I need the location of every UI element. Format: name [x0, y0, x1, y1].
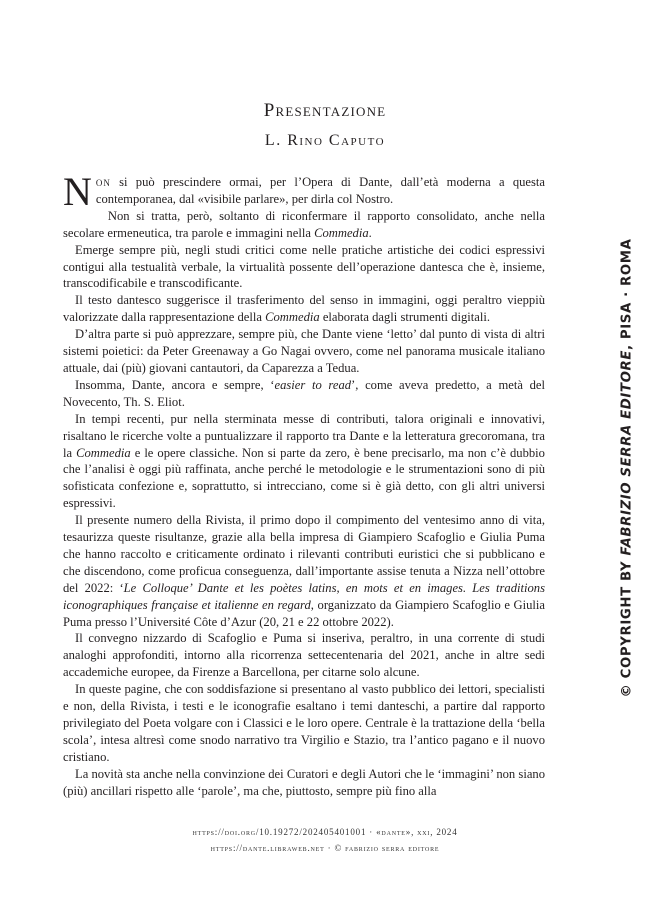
paragraph-text: Emerge sempre più, negli studi critici come nelle pratiche artistiche dei codici espressivi contigui alla testualità verbale, la virtualità possente dell’operazione dantesca che è, insieme, transcodificabile e transcodificante.: [63, 242, 545, 291]
paragraph: [63, 208, 545, 242]
footer-doi: https://doi.org/10.19272/202405401001 · «dante», xxi, 2024: [192, 827, 458, 837]
paragraph: [63, 411, 545, 512]
paragraph-text: La novità sta anche nella convinzione dei Curatori e degli Autori che le ‘immagini’ non siano (più) ancillari rispetto alle ‘parole’, ma che, piuttosto, sempre più fino alla: [63, 766, 545, 798]
paragraph-text: e le opere classiche. Non si parte da zero, è bene precisarlo, ma non c’è dubbio che l’analisi è oggi più raffinata, anche perché le metodologie e le strumentazioni sono di più sofisticata confezione e, soprattutto, si intrecciano, come si è già detto, con gli altri universi espressivi.: [63, 445, 545, 511]
paragraph-text: .: [368, 225, 372, 240]
paragraph: [63, 630, 545, 681]
paragraph-text: ’, come aveva predetto, a metà del Novecento, Th. S. Eliot.: [63, 377, 545, 409]
paragraph-text: D’altra parte si può apprezzare, sempre più, che Dante viene ‘letto’ dal punto di vista di altri sistemi poietici: da Peter Greenaway a Go Nagai ovvero, come nel panorama musicale italiano attuale, dai (più) giovani cantautori, da Caparezza a Tedua.: [63, 327, 545, 375]
paragraph: [63, 169, 545, 214]
copyright-suffix: , PISA · ROMA: [619, 238, 635, 350]
paragraph-text: Non si tratta, però, soltanto di riconfermare il rapporto consolidato, anche nella secolare ermeneutica, tra parole e immagini nella: [63, 208, 545, 240]
article-title: Presentazione: [263, 100, 387, 121]
paragraph-text: , organizzato da Giampiero Scafoglio e Giulia Puma presso l’Université Côte d’Azur (20, 21 e 22 ottobre 2022).: [63, 597, 545, 629]
copyright-prefix: © COPYRIGHT BY: [619, 555, 635, 698]
paragraph-text: In tempi recenti, pur nella sterminata messe di contributi, talora originali e innovativi, risaltano le ricerche volte a puntualizzare il rapporto tra Dante e la letteratura grecoromana, tra la: [63, 411, 545, 460]
work-title: Commedia: [265, 310, 320, 325]
copyright-notice: [620, 239, 635, 698]
article-body: [63, 169, 545, 800]
paragraph-text: Insomma, Dante, ancora e sempre, ‘: [75, 377, 275, 392]
drop-cap: N: [63, 169, 92, 214]
paragraph: [63, 766, 545, 800]
paragraph-text: Il convegno nizzardo di Scafoglio e Puma si inseriva, peraltro, in una corrente di studi analoghi approfonditi, intorno alla ricorrenza settecentenaria del 2021, anche in altre sedi accademiche europee, da Firenze a Barcellona, per citarne solo alcune.: [63, 631, 545, 680]
copyright-publisher: FABRIZIO SERRA EDITORE: [619, 349, 635, 556]
paragraph-text: si può prescindere ormai, per l’Opera di Dante, dall’età moderna a questa contemporanea, dal «visibile parlare», per dirla col Nostro.: [95, 175, 545, 206]
article-author: L. Rino Caputo: [264, 132, 386, 149]
paragraph: [63, 681, 545, 766]
paragraph: [63, 292, 545, 326]
colloquium-title: Le Colloque’ Dante et les poètes latins, en mots et en images. Les traditions iconographiques française et italienne en regard: [63, 580, 545, 612]
opening-small-caps: on: [95, 175, 111, 189]
paragraph: [63, 242, 545, 293]
paragraph-text: In queste pagine, che con soddisfazione si presentano al vasto pubblico dei lettori, specialisti e non, della Rivista, i testi e le iconografie esaltano i temi danteschi, a partire dal rapporto privilegiato del Poeta volgare con i Classici e le loro opere. Centrale è la trattazione della ‘bella scola’, intesa altresì come snodo narrativo tra Virgilio e Stazio, tra l’antico pagano e il nuovo cristiano.: [63, 682, 545, 764]
quoted-phrase: easier to read: [274, 377, 352, 392]
footer-site: https://dante.libraweb.net · © fabrizio serra editore: [210, 843, 440, 853]
paragraph-text: Il presente numero della Rivista, il primo dopo il compimento del ventesimo anno di vita, tesaurizza queste risultanze, grazie alla bella impresa di Giampiero Scafoglio e Giulia Puma che hanno raccolto e criticamente ordinato i rilevanti contributi euristici che si pubblicano e che discendono, come proficua conseguenza, dall’importante assise tenuta a Nizza nell’ottobre del 2022: ‘: [63, 513, 545, 595]
paragraph: [63, 512, 545, 630]
paragraph-text: elaborata dagli strumenti digitali.: [319, 310, 490, 325]
paragraph: [63, 377, 545, 411]
work-title: Commedia: [76, 445, 131, 460]
work-title: Commedia: [314, 225, 369, 240]
paragraph-text: Il testo dantesco suggerisce il trasferimento del senso in immagini, oggi peraltro vieppiù valorizzate dalla rappresentazione della: [63, 293, 545, 325]
paragraph: [63, 326, 545, 377]
